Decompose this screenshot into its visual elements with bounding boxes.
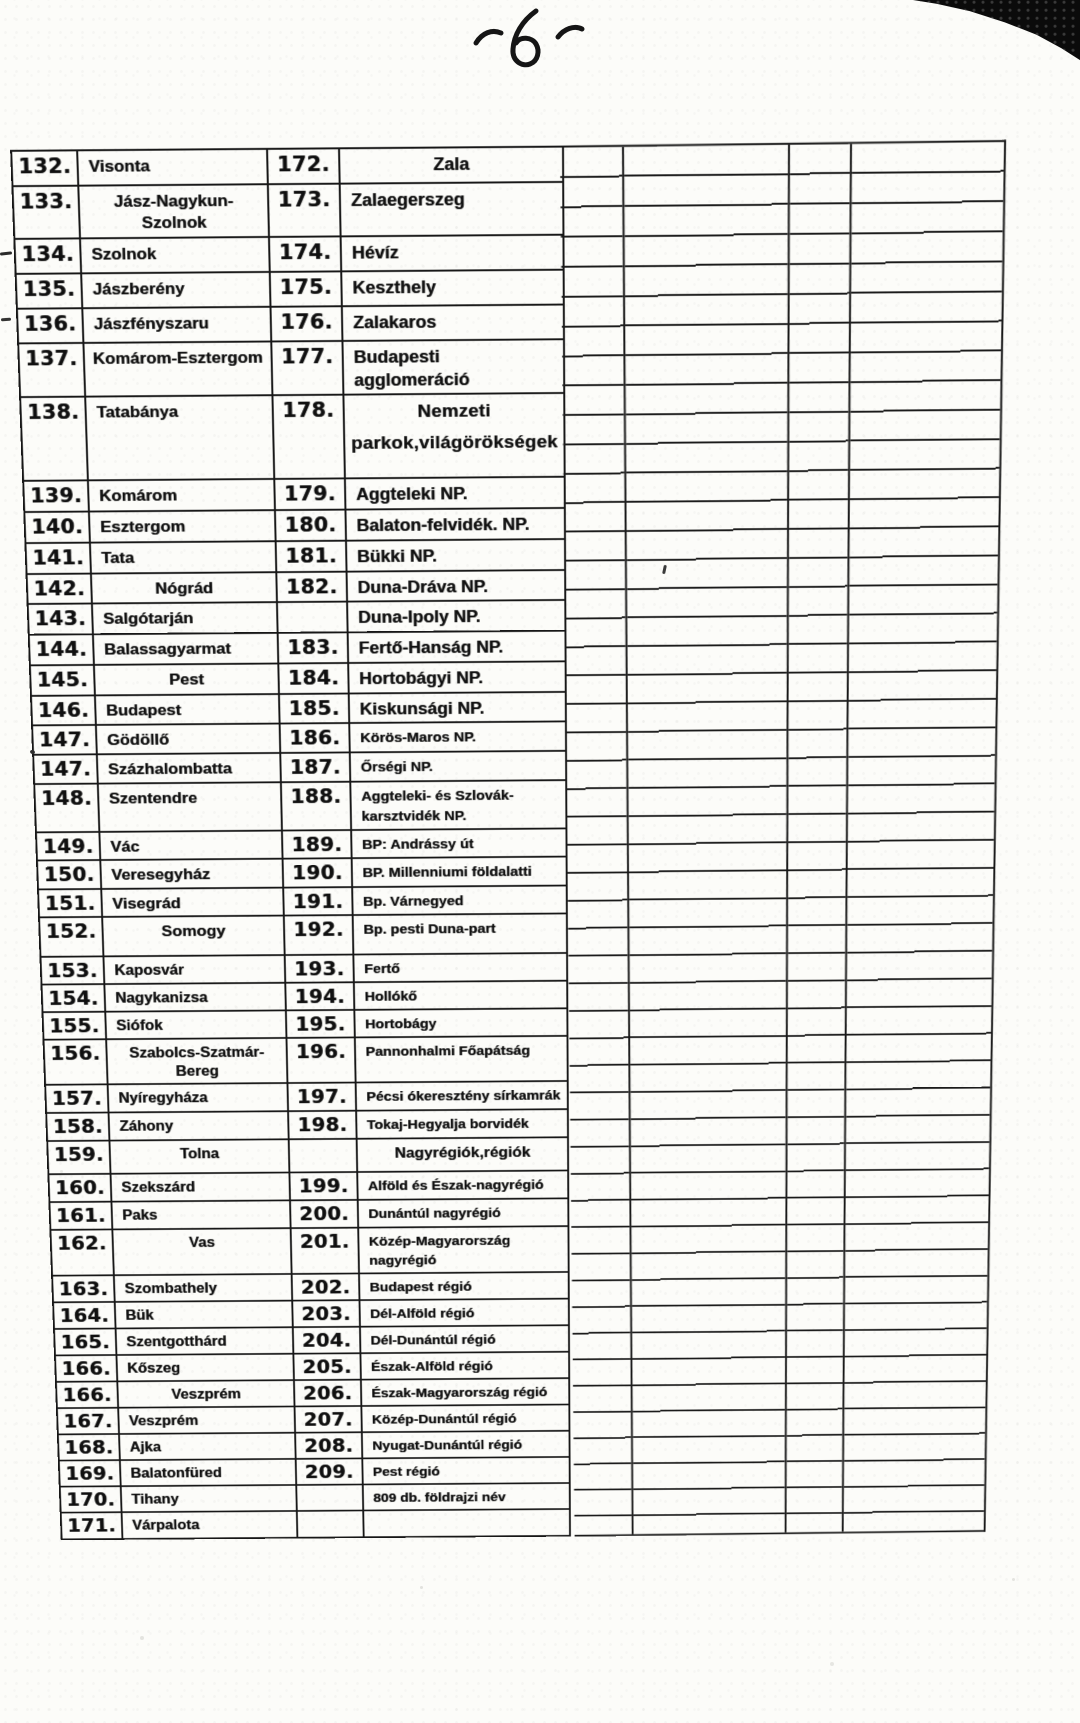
place-name-cell: Balatonfüred xyxy=(120,1459,296,1486)
entry-number-cell: 152. xyxy=(39,917,103,957)
entry-number-cell: 169. xyxy=(59,1460,121,1487)
entry-number-cell: 168. xyxy=(58,1434,120,1461)
entry-number-cell: 156. xyxy=(44,1039,108,1085)
entry-number-cell: 205. xyxy=(293,1353,361,1380)
entry-number-cell: 145. xyxy=(30,665,95,696)
table-row xyxy=(40,953,567,985)
place-name-cell: Várpalota xyxy=(122,1511,298,1539)
table-row xyxy=(31,692,566,726)
place-name-cell: Vas xyxy=(112,1228,291,1275)
entry-number-cell: 204. xyxy=(293,1327,361,1354)
place-name-cell: Keszthely xyxy=(341,270,564,307)
scan-speckle xyxy=(0,251,12,255)
place-name-cell: Tokaj-Hegyalja borvidék xyxy=(356,1109,568,1139)
entry-number-cell: 147. xyxy=(32,725,97,755)
place-name-cell: Körös-Maros NP. xyxy=(349,722,566,753)
place-name-cell: Nógrád xyxy=(91,572,277,604)
geographic-names-table xyxy=(10,142,1010,1540)
handwritten-page-number xyxy=(470,3,602,75)
table-row xyxy=(34,780,566,832)
entry-number-cell: 144. xyxy=(29,634,94,665)
table-row xyxy=(55,1352,569,1382)
entry-number-cell: 135. xyxy=(16,273,83,308)
table-row xyxy=(32,722,566,755)
entry-number-cell: 209. xyxy=(296,1458,363,1485)
place-name-cell: Hortobágyi NP. xyxy=(348,661,566,693)
place-name-cell: Aggteleki NP. xyxy=(345,477,565,510)
entry-number-cell: 189. xyxy=(282,830,352,859)
table-row xyxy=(20,393,565,481)
handwritten-six-glyph xyxy=(470,3,602,75)
entry-number-cell: 185. xyxy=(279,693,349,724)
table-row xyxy=(56,1378,569,1408)
entry-number-cell: 142. xyxy=(27,573,92,604)
scan-corner-artifact xyxy=(913,0,1080,62)
entry-number-cell: 203. xyxy=(292,1300,360,1327)
place-name-cell: Záhony xyxy=(109,1112,289,1141)
entry-number-cell: 139. xyxy=(23,481,89,512)
table-row xyxy=(30,661,566,695)
place-name-cell: Paks xyxy=(111,1201,290,1230)
place-name-cell: Kaposvár xyxy=(103,955,285,984)
table-row xyxy=(50,1226,568,1275)
entry-number-cell: 157. xyxy=(45,1085,108,1114)
table-row xyxy=(16,270,564,309)
place-name-cell: Nagykanizsa xyxy=(104,983,286,1012)
entry-number-cell: 192. xyxy=(284,915,354,955)
entry-number-cell: 201. xyxy=(291,1228,359,1274)
entry-number-cell: 171. xyxy=(61,1512,123,1539)
table-row xyxy=(45,1081,568,1113)
place-name-cell: Pest régió xyxy=(362,1457,569,1485)
table-row xyxy=(43,1008,568,1039)
entry-number-cell: 207. xyxy=(295,1406,362,1433)
entry-number-cell: 179. xyxy=(274,479,345,510)
place-name-cell: Nyugat-Dunántúl régió xyxy=(362,1431,570,1459)
place-name-cell: Komárom xyxy=(88,479,275,511)
table-sheet xyxy=(10,142,1012,1540)
place-name-cell: Hortobágy xyxy=(354,1008,567,1037)
table-row xyxy=(48,1171,568,1203)
entry-number-cell: 146. xyxy=(31,695,96,726)
table-row xyxy=(53,1299,569,1329)
table-row xyxy=(25,539,565,574)
place-name-cell: Veszprém xyxy=(117,1380,294,1408)
table-row xyxy=(27,570,566,605)
empty-column xyxy=(785,144,850,1532)
entry-number-cell: 158. xyxy=(46,1113,109,1142)
entry-number-cell: 151. xyxy=(38,889,102,918)
place-name-cell: Zalakaros xyxy=(342,304,564,340)
place-name-cell: Esztergom xyxy=(89,510,276,542)
table-row xyxy=(44,1036,568,1085)
entry-number-cell: 191. xyxy=(283,887,352,916)
entry-number-cell: 175. xyxy=(270,271,342,306)
place-name-cell: Gödöllő xyxy=(96,724,280,755)
place-name-cell: Dél-Alföld régió xyxy=(359,1299,568,1327)
table-row xyxy=(37,857,567,889)
place-name-cell: Szolnok xyxy=(80,237,270,273)
place-name-cell: Fertő xyxy=(353,953,567,982)
entry-number-cell: 181. xyxy=(276,541,347,572)
place-name-cell: Tatabánya xyxy=(85,396,274,481)
entry-number-cell: 194. xyxy=(285,982,354,1010)
table-row xyxy=(49,1199,568,1231)
scan-speckle xyxy=(830,1662,834,1666)
place-name-cell: Visegrád xyxy=(101,887,284,917)
entry-number-cell: 195. xyxy=(286,1010,355,1038)
entry-number-cell: 173. xyxy=(268,184,341,237)
entry-number-cell xyxy=(297,1510,364,1537)
place-name-cell: Százhalombatta xyxy=(97,753,281,784)
place-name-cell: Budapest régió xyxy=(359,1272,569,1300)
entry-number-cell: 193. xyxy=(285,955,354,983)
place-name-cell: Ajka xyxy=(119,1433,296,1460)
place-name-cell: Siófok xyxy=(105,1011,286,1040)
place-name-cell: Balassagyarmat xyxy=(93,633,278,665)
entry-number-cell: 182. xyxy=(276,571,347,602)
entry-number-cell: 177. xyxy=(271,341,343,396)
place-name-cell: Budapesti agglomeráció xyxy=(342,339,564,395)
entry-number-cell: 136. xyxy=(17,308,84,343)
place-name-cell: Pannonhalmi Főapátság xyxy=(355,1036,568,1083)
place-name-cell: Szabolcs-Szatmár- Bereg xyxy=(106,1038,287,1085)
place-name-cell: Kőszeg xyxy=(116,1354,294,1382)
entry-number-cell: 143. xyxy=(28,604,93,635)
place-name-cell: Szentendre xyxy=(98,783,282,832)
entry-number-cell: 199. xyxy=(289,1172,357,1200)
entry-number-cell: 137. xyxy=(18,343,85,398)
place-name-cell: Jászberény xyxy=(81,272,270,308)
table-row xyxy=(24,508,565,543)
table-row xyxy=(39,914,567,957)
scan-speckle xyxy=(140,1636,144,1640)
place-name-cell: Bük xyxy=(115,1301,293,1329)
entry-number-cell xyxy=(296,1484,363,1510)
entry-number-cell: 166. xyxy=(55,1355,117,1382)
empty-ruled-columns xyxy=(560,140,1006,1537)
table-row xyxy=(54,1325,569,1355)
table-row xyxy=(58,1431,570,1461)
place-name-cell: Kiskunsági NP. xyxy=(349,692,566,724)
table-row xyxy=(28,600,566,635)
table-row xyxy=(47,1138,568,1175)
empty-column xyxy=(842,142,1004,1532)
place-name-cell: Dunántúl nagyrégió xyxy=(358,1199,569,1228)
place-name-cell: Duna-Ipoly NP. xyxy=(347,600,565,632)
entry-number-cell: 178. xyxy=(272,395,344,479)
place-name-cell: Hévíz xyxy=(341,235,564,272)
entry-number-cell: 140. xyxy=(24,512,90,543)
table-row xyxy=(12,182,563,239)
geo-table-body xyxy=(11,147,570,1540)
place-name-cell: Tata xyxy=(90,541,276,573)
section-header-cell: Nemzeti parkok,világörökségek xyxy=(343,393,564,478)
entry-number-cell: 206. xyxy=(294,1380,361,1407)
entry-number-cell: 167. xyxy=(57,1408,119,1435)
place-name-cell: 809 db. földrajzi név xyxy=(363,1483,570,1510)
entry-number-cell: 197. xyxy=(287,1083,356,1112)
entry-number-cell: 149. xyxy=(36,832,100,861)
place-name-cell: Bp. Várnegyed xyxy=(352,885,567,915)
entry-number-cell: 163. xyxy=(52,1275,115,1302)
entry-number-cell: 134. xyxy=(14,238,81,273)
section-header-cell: Nagyrégiók,régiók xyxy=(357,1138,569,1173)
entry-number-cell: 153. xyxy=(40,957,104,985)
entry-number-cell: 186. xyxy=(280,723,350,753)
entry-number-cell: 162. xyxy=(50,1230,113,1276)
empty-column xyxy=(622,145,788,1534)
table-row xyxy=(52,1272,569,1302)
place-name-cell: Somogy xyxy=(102,916,285,957)
place-name-cell: Fertő-Hanság NP. xyxy=(348,631,566,663)
entry-number-cell: 159. xyxy=(47,1141,110,1175)
entry-number-cell: 160. xyxy=(48,1174,111,1202)
place-name-cell: Közép-Magyarország nagyrégió xyxy=(358,1226,568,1273)
entry-number-cell: 132. xyxy=(11,150,78,186)
table-row xyxy=(17,304,564,343)
place-name-cell: Nyíregyháza xyxy=(108,1083,288,1112)
place-name-cell: Bp. pesti Duna-part xyxy=(353,914,567,955)
scan-speckle xyxy=(60,1170,63,1173)
entry-number-cell xyxy=(277,602,348,633)
entry-number-cell: 164. xyxy=(53,1302,116,1329)
entry-number-cell: 208. xyxy=(295,1432,362,1459)
table-row xyxy=(59,1457,570,1487)
place-name-cell: Észak-Alföld régió xyxy=(360,1352,569,1380)
entry-number-cell: 133. xyxy=(12,186,80,239)
entry-number-cell: 154. xyxy=(41,984,105,1012)
entry-number-cell: 196. xyxy=(286,1038,355,1084)
entry-number-cell: 180. xyxy=(275,510,346,541)
entry-number-cell: 138. xyxy=(20,397,88,481)
table-row xyxy=(41,981,567,1012)
place-name-cell: BP. Millenniumi földalatti xyxy=(352,857,567,887)
place-name-cell: BP: Andrássy út xyxy=(351,828,566,858)
table-row xyxy=(38,885,567,917)
place-name-cell: Jászfényszaru xyxy=(82,307,271,343)
entry-number-cell: 161. xyxy=(49,1202,112,1230)
place-name-cell: Veresegyház xyxy=(100,859,283,889)
place-name-cell: Dél-Dunántúl régió xyxy=(360,1325,569,1353)
scan-speckle xyxy=(420,1586,423,1589)
entry-number-cell: 176. xyxy=(271,306,343,341)
entry-number-cell: 165. xyxy=(54,1328,116,1355)
place-name-cell: Visonta xyxy=(77,149,268,186)
place-name-cell: Hollókő xyxy=(354,981,567,1010)
place-name-cell: Őrségi NP. xyxy=(350,751,566,782)
place-name-cell: Zalaegerszeg xyxy=(340,182,564,236)
place-name-cell: Tolna xyxy=(109,1140,289,1175)
geo-table xyxy=(10,146,571,1541)
entry-number-cell: 187. xyxy=(280,753,350,783)
place-name-cell: Tihany xyxy=(121,1485,297,1512)
table-row xyxy=(14,235,563,274)
entry-number-cell: 184. xyxy=(278,663,348,694)
scan-speckle xyxy=(1012,1578,1015,1581)
table-row xyxy=(23,477,565,512)
entry-number-cell: 150. xyxy=(37,860,101,889)
place-name-cell: Vác xyxy=(99,830,282,860)
place-name-cell: Alföld és Észak-nagyrégió xyxy=(357,1171,568,1200)
table-row xyxy=(29,631,566,665)
table-row xyxy=(46,1109,568,1141)
scan-speckle xyxy=(1,318,11,322)
place-name-cell: Budapest xyxy=(95,694,280,726)
place-name-cell: Zala xyxy=(339,147,563,184)
place-name-cell: Pest xyxy=(94,663,279,695)
table-row xyxy=(57,1404,570,1434)
entry-number-cell: 202. xyxy=(292,1273,360,1300)
place-name-cell: Pécsi ókeresztény sírkamrák xyxy=(356,1081,568,1111)
place-name-cell: Veszprém xyxy=(118,1406,295,1434)
entry-number-cell: 170. xyxy=(60,1486,122,1512)
entry-number-cell: 148. xyxy=(34,784,99,832)
place-name-cell: Salgótarján xyxy=(92,602,278,634)
place-name-cell: Közép-Dunántúl régió xyxy=(361,1404,569,1432)
place-name-cell: Szentgotthárd xyxy=(116,1327,294,1355)
entry-number-cell: 188. xyxy=(281,782,351,830)
entry-number-cell: 141. xyxy=(25,542,91,573)
table-row xyxy=(11,147,563,187)
place-name-cell: Balaton-felvidék. NP. xyxy=(345,508,565,541)
entry-number-cell: 190. xyxy=(283,858,353,887)
place-name-cell xyxy=(363,1509,570,1537)
table-row xyxy=(18,339,564,397)
entry-number-cell: 166. xyxy=(56,1381,118,1408)
entry-number-cell: 198. xyxy=(288,1111,357,1140)
table-row xyxy=(33,751,566,784)
entry-number-cell: 155. xyxy=(43,1012,107,1040)
empty-column xyxy=(560,147,632,1535)
table-row xyxy=(36,828,567,860)
place-name-cell: Komárom-Esztergom xyxy=(83,341,272,397)
table-row xyxy=(60,1483,570,1513)
place-name-cell: Észak-Magyarország régió xyxy=(361,1378,569,1406)
entry-number-cell: 172. xyxy=(267,148,340,184)
entry-number-cell xyxy=(289,1139,358,1173)
place-name-cell: Bükki NP. xyxy=(346,539,565,571)
entry-number-cell: 147. xyxy=(33,755,98,785)
entry-number-cell: 200. xyxy=(290,1200,358,1228)
entry-number-cell: 174. xyxy=(269,236,341,272)
place-name-cell: Szombathely xyxy=(114,1274,292,1302)
place-name-cell: Jász-Nagykun-Szolnok xyxy=(78,184,269,238)
place-name-cell: Aggteleki- és Szlovák- karsztvidék NP. xyxy=(350,780,566,829)
entry-number-cell: 183. xyxy=(278,632,349,663)
place-name-cell: Duna-Dráva NP. xyxy=(347,570,566,602)
place-name-cell: Szekszárd xyxy=(111,1173,290,1202)
table-row xyxy=(61,1509,570,1539)
